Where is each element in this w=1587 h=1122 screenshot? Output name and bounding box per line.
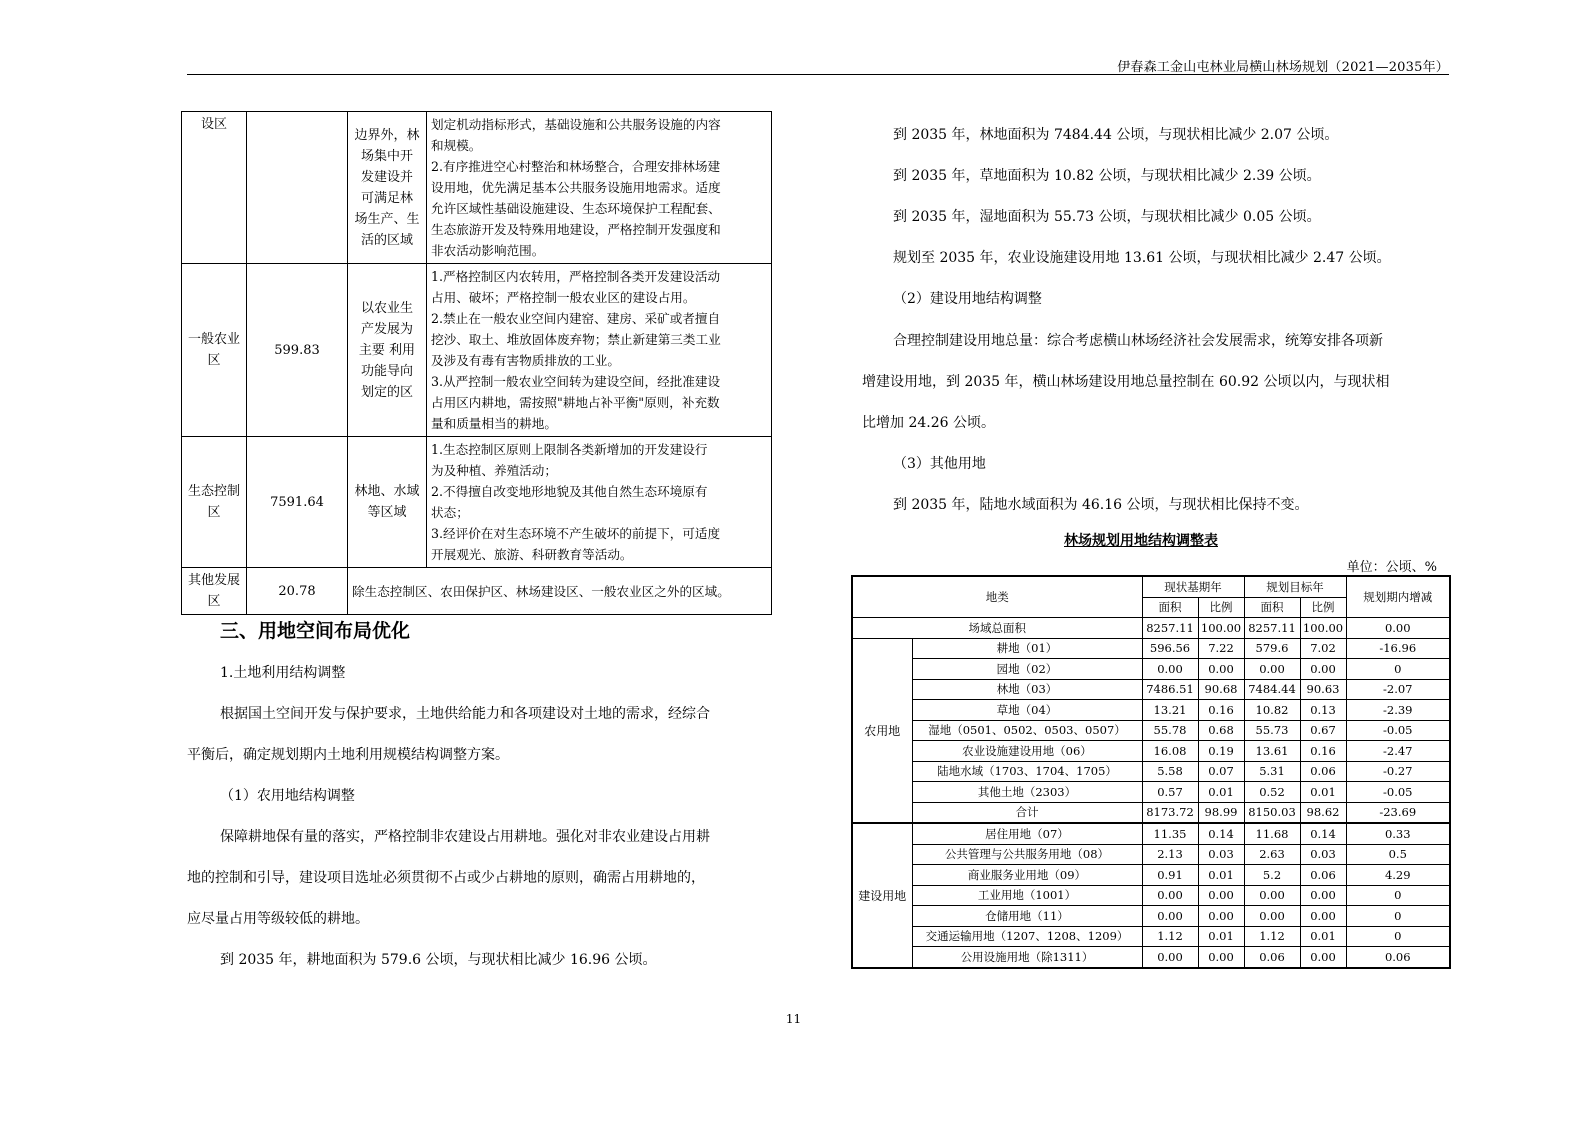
- table-row: [852, 926, 1450, 947]
- cell-value: 0.03: [1198, 844, 1244, 865]
- cell-value: 98.62: [1300, 802, 1346, 823]
- cell-value: 0: [1346, 659, 1450, 680]
- cell-value: 0.01: [1198, 865, 1244, 886]
- zone-name: 其他发展区: [182, 568, 247, 615]
- zone-name: 设区: [182, 112, 247, 264]
- table-row: [852, 761, 1450, 782]
- rule-line: 量和质量相当的耕地。: [431, 416, 557, 431]
- cell-value: 0.01: [1300, 782, 1346, 803]
- table-header-row: [852, 576, 1450, 597]
- rule-line: 设用地，优先满足基本公共服务设施用地需求。适度: [431, 180, 721, 195]
- cell-value: 98.99: [1198, 802, 1244, 823]
- body-text-line: 地的控制和引导，建设项目选址必须贯彻不占或少占耕地的原则，确需占用耕地的，: [187, 870, 705, 886]
- body-text-line: 到 2035 年，林地面积为 7484.44 公顷，与现状相比减少 2.07 公顷。: [893, 127, 1339, 143]
- cell-value: 0.06: [1300, 865, 1346, 886]
- body-text-line: 到 2035 年，耕地面积为 579.6 公顷，与现状相比减少 16.96 公顷。: [220, 952, 657, 968]
- header-change: 规划期内增减: [1346, 576, 1450, 618]
- cell-value: 0: [1346, 906, 1450, 927]
- scope-line: 等区域: [367, 505, 407, 520]
- cell-value: 100.00: [1198, 618, 1244, 639]
- header-area: 面积: [1244, 597, 1300, 618]
- rule-line: 2.不得擅自改变地形地貌及其他自然生态环境原有: [431, 484, 708, 499]
- cell-value: 0: [1346, 926, 1450, 947]
- cell-value: -16.96: [1346, 638, 1450, 659]
- cell-value: 55.73: [1244, 720, 1300, 741]
- cell-value: 55.78: [1142, 720, 1198, 741]
- row-label: 交通运输用地（1207、1208、1209）: [912, 926, 1142, 947]
- table-row: [852, 823, 1450, 844]
- cell-value: 0.00: [1198, 659, 1244, 680]
- cell-value: 0.14: [1300, 823, 1346, 844]
- cell-value: -2.47: [1346, 741, 1450, 762]
- subsection-title: （3）其他用地: [893, 456, 986, 472]
- rule-line: 占用区内耕地，需按照"耕地占补平衡"原则，补充数: [431, 395, 720, 410]
- body-text-line: 保障耕地保有量的落实，严格控制非农建设占用耕地。强化对非农业建设占用耕: [220, 829, 710, 845]
- cell-value: 5.58: [1142, 761, 1198, 782]
- cell-value: 5.31: [1244, 761, 1300, 782]
- cell-value: 0.00: [1300, 947, 1346, 968]
- cell-value: 0.00: [1300, 885, 1346, 906]
- header-area: 面积: [1142, 597, 1198, 618]
- body-text-line: 应尽量占用等级较低的耕地。: [187, 911, 369, 927]
- row-label: 仓储用地（11）: [912, 906, 1142, 927]
- table-row: [852, 741, 1450, 762]
- rule-line: 2.有序推进空心村整治和林场整合，合理安排林场建: [431, 159, 721, 174]
- cell-value: 0.67: [1300, 720, 1346, 741]
- cell-value: 0.00: [1346, 618, 1450, 639]
- cell-value: 0.00: [1142, 885, 1198, 906]
- cell-value: 0.33: [1346, 823, 1450, 844]
- rule-line: 非农活动影响范围。: [431, 243, 545, 258]
- rule-line: 1.严格控制区内农转用，严格控制各类开发建设活动: [431, 269, 721, 284]
- rule-line: 和规模。: [431, 138, 482, 153]
- group-label: 建设用地: [852, 823, 912, 968]
- cell-value: 0.06: [1300, 761, 1346, 782]
- cell-value: 0.01: [1198, 926, 1244, 947]
- cell-value: -2.07: [1346, 679, 1450, 700]
- header-ratio: 比例: [1300, 597, 1346, 618]
- table-row: [852, 782, 1450, 803]
- scope-line: 边界外，林: [354, 127, 420, 143]
- scope-line: 功能导向: [360, 363, 413, 379]
- cell-value: 0.06: [1244, 947, 1300, 968]
- cell-value: 11.68: [1244, 823, 1300, 844]
- rule-line: 允许区域性基础设施建设、生态环境保护工程配套、: [431, 201, 721, 216]
- table-row-total: [852, 618, 1450, 639]
- body-text-line: 到 2035 年，草地面积为 10.82 公顷，与现状相比减少 2.39 公顷。: [893, 168, 1321, 184]
- cell-value: 7486.51: [1142, 679, 1198, 700]
- body-text-line: 合理控制建设用地总量：综合考虑横山林场经济社会发展需求，统筹安排各项新: [893, 333, 1383, 349]
- table-row: [852, 679, 1450, 700]
- table-row: [852, 720, 1450, 741]
- cell-value: 1.12: [1142, 926, 1198, 947]
- row-label: 居住用地（07）: [912, 823, 1142, 844]
- cell-value: 596.56: [1142, 638, 1198, 659]
- cell-value: 0.07: [1198, 761, 1244, 782]
- cell-value: 5.2: [1244, 865, 1300, 886]
- cell-value: -23.69: [1346, 802, 1450, 823]
- subsection-title: （2）建设用地结构调整: [893, 291, 1042, 307]
- rule-line: 3.从严控制一般农业空间转为建设空间，经批准建设: [431, 374, 721, 389]
- zone-name: 生态控制区: [182, 437, 247, 568]
- cell-value: 0.16: [1198, 700, 1244, 721]
- row-label: 公用设施用地（除1311）: [912, 947, 1142, 968]
- body-text-line: 到 2035 年，湿地面积为 55.73 公顷，与现状相比减少 0.05 公顷。: [893, 209, 1321, 225]
- cell-value: 90.63: [1300, 679, 1346, 700]
- table-row: [852, 906, 1450, 927]
- section-heading: 三、用地空间布局优化: [220, 620, 411, 642]
- rule-line: 生态旅游开发及特殊用地建设，严格控制开发强度和: [431, 222, 721, 237]
- row-label: 园地（02）: [912, 659, 1142, 680]
- zone-area: 599.83: [247, 264, 348, 437]
- row-label: 其他土地（2303）: [912, 782, 1142, 803]
- row-label: 陆地水域（1703、1704、1705）: [912, 761, 1142, 782]
- page-header-title: 伊春森工金山屯林业局横山林场规划（2021—2035年）: [1117, 60, 1449, 75]
- cell-value: 0.00: [1198, 885, 1244, 906]
- table-row: [852, 638, 1450, 659]
- cell-value: 0.00: [1198, 906, 1244, 927]
- cell-value: 8150.03: [1244, 802, 1300, 823]
- scope-line: 可满足林: [360, 190, 413, 206]
- cell-value: 4.29: [1346, 865, 1450, 886]
- cell-value: 0.19: [1198, 741, 1244, 762]
- table-row: [852, 844, 1450, 865]
- zone-scope: [348, 112, 427, 264]
- rule-line: 及涉及有毒有害物质排放的工业。: [431, 353, 620, 368]
- cell-value: 7484.44: [1244, 679, 1300, 700]
- cell-value: 0.68: [1198, 720, 1244, 741]
- cell-value: 0: [1346, 885, 1450, 906]
- body-text-line: 根据国土空间开发与保护要求，土地供给能力和各项建设对土地的需求，经综合: [220, 706, 710, 722]
- zone-scope: [348, 264, 427, 437]
- scope-line: 产发展为: [360, 321, 413, 337]
- cell-value: 7.02: [1300, 638, 1346, 659]
- rule-line: 挖沙、取土、堆放固体废弃物；禁止新建第三类工业: [431, 332, 721, 347]
- table-row: [852, 659, 1450, 680]
- cell-value: -0.05: [1346, 782, 1450, 803]
- rule-line: 状态；: [431, 505, 469, 520]
- scope-line: 发建设并: [360, 169, 413, 185]
- body-text-line: 平衡后，确定规划期内土地利用规模结构调整方案。: [187, 747, 509, 763]
- body-text-line: 到 2035 年，陆地水域面积为 46.16 公顷，与现状相比保持不变。: [893, 497, 1309, 513]
- cell-value: 13.21: [1142, 700, 1198, 721]
- cell-value: 90.68: [1198, 679, 1244, 700]
- rule-line: 划定机动指标形式，基础设施和公共服务设施的内容: [431, 117, 721, 132]
- cell-value: 10.82: [1244, 700, 1300, 721]
- scope-line: 林地、水域: [354, 484, 420, 499]
- scope-line: 以农业生: [360, 300, 413, 316]
- body-text-line: 增建设用地，到 2035 年，横山林场建设用地总量控制在 60.92 公顷以内，与现状相: [862, 374, 1390, 390]
- cell-value: 2.63: [1244, 844, 1300, 865]
- zone-area: 7591.64: [247, 437, 348, 568]
- body-text-line: 规划至 2035 年，农业设施建设用地 13.61 公顷，与现状相比减少 2.47 公顷。: [893, 250, 1391, 266]
- row-label: 工业用地（1001）: [912, 885, 1142, 906]
- cell-value: 0.00: [1244, 885, 1300, 906]
- zone-table: [181, 111, 772, 615]
- row-label: 公共管理与公共服务用地（08）: [912, 844, 1142, 865]
- zone-row-construction: [182, 112, 772, 264]
- cell-value: 0.00: [1142, 947, 1198, 968]
- cell-value: 0.00: [1142, 659, 1198, 680]
- cell-value: 7.22: [1198, 638, 1244, 659]
- cell-value: 1.12: [1244, 926, 1300, 947]
- table-row: [852, 947, 1450, 968]
- land-structure-table: [851, 575, 1451, 969]
- zone-name: 一般农业区: [182, 264, 247, 437]
- zone-rules: [427, 437, 772, 568]
- rule-line: 3.经评价在对生态环境不产生破坏的前提下，可适度: [431, 526, 721, 541]
- cell-value: 0.03: [1300, 844, 1346, 865]
- row-label: 耕地（01）: [912, 638, 1142, 659]
- header-ratio: 比例: [1198, 597, 1244, 618]
- body-text-line: 比增加 24.26 公顷。: [862, 415, 995, 431]
- scope-line: 活的区域: [360, 232, 413, 248]
- rule-line: 占用、破坏；严格控制一般农业区的建设占用。: [431, 290, 696, 305]
- zone-row-general-agri: [182, 264, 772, 437]
- zone-rules: [427, 264, 772, 437]
- scope-line: 划定的区: [360, 384, 413, 400]
- cell-value: 0.00: [1300, 659, 1346, 680]
- cell-value: 0.01: [1300, 926, 1346, 947]
- cell-value: 16.08: [1142, 741, 1198, 762]
- page-number: 11: [785, 1012, 802, 1026]
- cell-value: 13.61: [1244, 741, 1300, 762]
- header-base-year: 现状基期年: [1142, 576, 1244, 597]
- header-divider: [187, 74, 1449, 75]
- subsection-title: （1）农用地结构调整: [220, 788, 355, 804]
- row-label: 合计: [912, 802, 1142, 823]
- cell-value: 0.01: [1198, 782, 1244, 803]
- table-row: [852, 700, 1450, 721]
- row-label: 农业设施建设用地（06）: [912, 741, 1142, 762]
- cell-value: -0.27: [1346, 761, 1450, 782]
- cell-value: 0.52: [1244, 782, 1300, 803]
- cell-value: 8257.11: [1244, 618, 1300, 639]
- zone-scope: [348, 437, 427, 568]
- cell-value: 11.35: [1142, 823, 1198, 844]
- cell-value: 0.14: [1198, 823, 1244, 844]
- zone-rules: [427, 112, 772, 264]
- rule-line: 为及种植、养殖活动；: [431, 463, 557, 478]
- rule-line: 开展观光、旅游、科研教育等活动。: [431, 547, 633, 562]
- cell-value: 8173.72: [1142, 802, 1198, 823]
- cell-value: 579.6: [1244, 638, 1300, 659]
- row-label: 草地（04）: [912, 700, 1142, 721]
- zone-merged-text: 除生态控制区、农田保护区、林场建设区、一般农业区之外的区域。: [348, 568, 772, 615]
- header-land-type: 地类: [852, 576, 1142, 618]
- cell-value: 0.00: [1142, 906, 1198, 927]
- row-label: 湿地（0501、0502、0503、0507）: [912, 720, 1142, 741]
- header-target-year: 规划目标年: [1244, 576, 1346, 597]
- cell-value: 0.06: [1346, 947, 1450, 968]
- cell-value: 0.00: [1244, 659, 1300, 680]
- cell-value: 0.57: [1142, 782, 1198, 803]
- cell-value: 0.13: [1300, 700, 1346, 721]
- table-title: 林场规划用地结构调整表: [1064, 533, 1218, 549]
- cell-value: -2.39: [1346, 700, 1450, 721]
- cell-value: 0.5: [1346, 844, 1450, 865]
- cell-value: -0.05: [1346, 720, 1450, 741]
- zone-area: 20.78: [247, 568, 348, 615]
- cell-value: 100.00: [1300, 618, 1346, 639]
- rule-line: 1.生态控制区原则上限制各类新增加的开发建设行: [431, 442, 708, 457]
- cell-value: 0.16: [1300, 741, 1346, 762]
- cell-value: 0.00: [1300, 906, 1346, 927]
- cell-value: 0.00: [1244, 906, 1300, 927]
- table-row: [852, 865, 1450, 886]
- cell-value: 0.00: [1198, 947, 1244, 968]
- row-label: 商业服务业用地（09）: [912, 865, 1142, 886]
- rule-line: 2.禁止在一般农业空间内建窑、建房、采矿或者擅自: [431, 311, 721, 326]
- cell-value: 2.13: [1142, 844, 1198, 865]
- zone-row-other: [182, 568, 772, 615]
- table-row: [852, 802, 1450, 823]
- table-unit: 单位：公顷、%: [1346, 560, 1437, 575]
- table-row: [852, 885, 1450, 906]
- row-label: 场域总面积: [852, 618, 1142, 639]
- scope-line: 场集中开: [360, 148, 413, 164]
- cell-value: 8257.11: [1142, 618, 1198, 639]
- group-label: 农用地: [852, 638, 912, 823]
- zone-area: [247, 112, 348, 264]
- scope-line: 场生产、生: [354, 211, 420, 227]
- cell-value: 0.91: [1142, 865, 1198, 886]
- scope-line: 主要 利用: [358, 342, 416, 358]
- zone-row-ecological: [182, 437, 772, 568]
- row-label: 林地（03）: [912, 679, 1142, 700]
- subsection-title: 1.土地利用结构调整: [220, 665, 346, 681]
